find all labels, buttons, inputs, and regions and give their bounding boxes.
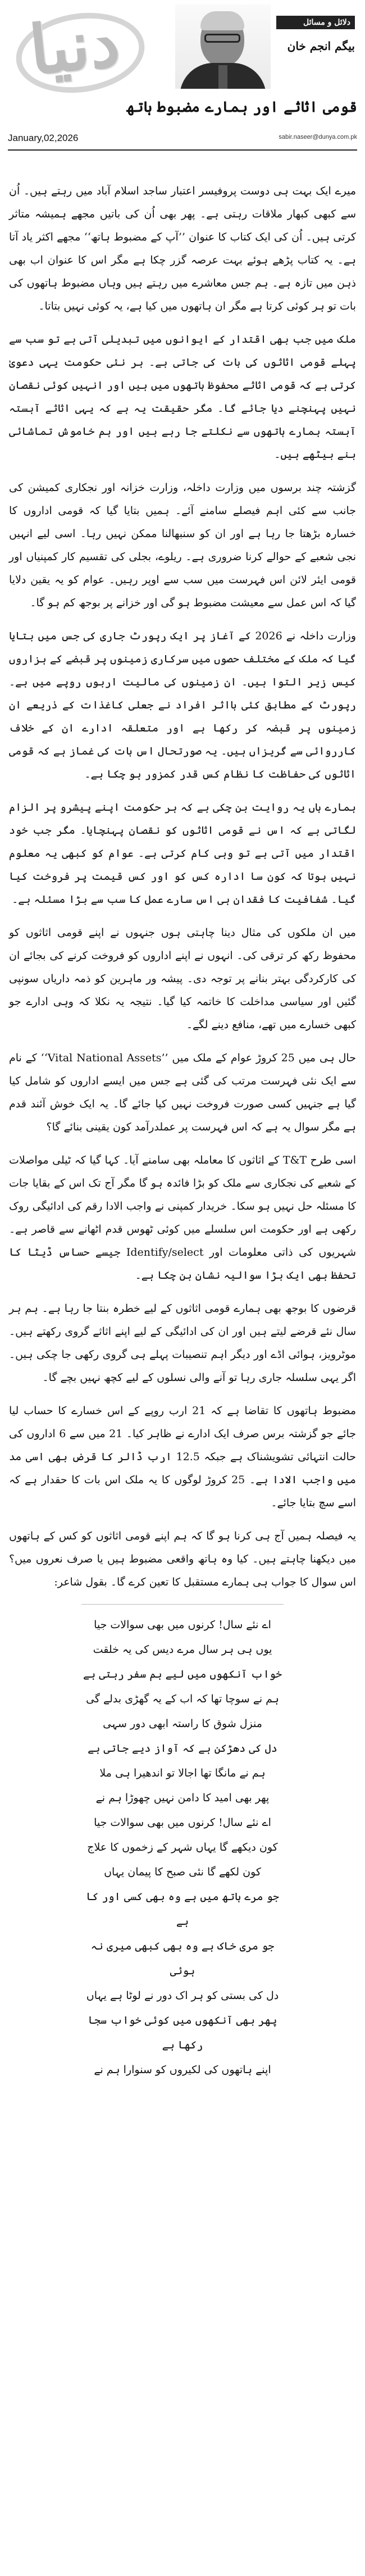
column-header — [0, 0, 365, 180]
body-paragraph: میں ان ملکوں کی مثال دینا چاہتی ہوں جنہوں نے اپنے قومی اثاثوں کو محفوظ رکھ کر ترقی کی۔ انہوں نے اپنے اداروں کو فروخت کرنے کی بجائے ان کی کارکردگی بہتر بنانے پر توجہ دی۔ پیشہ ور ماہرین کو ذمہ داریاں سونپی گئیں اور سیاسی مداخلت کا خاتمہ کیا گیا۔ نتیجہ یہ نکلا کہ وہی ادارے جو کبھی خسارے میں تھے، منافع دینے لگے۔ — [9, 926, 356, 1031]
poem-verse: کون دیکھے گا یہاں شہر کے زخموں کا علاج — [87, 1841, 278, 1853]
body-paragraph: ہمارے ہاں یہ روایت بن چکی ہے کہ ہر حکومت اپنے پیشرو پر الزام لگاتی ہے کہ اس نے قومی اثاثوں کو نقصان پہنچایا۔ مگر جب خود اقتدار میں آتی ہے تو وہی کام کرتی ہے۔ عوام کو کبھی یہ معلوم نہیں ہوتا کہ کون سا ادارہ کس کو اور کس قیمت پر فروخت کیا گیا۔ شفافیت کا فقدان ہی اس سارے عمل کا سب سے بڑا مسئلہ ہے۔ — [9, 801, 356, 906]
body-paragraph: حال ہی میں 25 کروڑ عوام کے ملک میں ’’Vital National Assets‘‘ کے نام سے ایک نئی فہرست مرتب کی گئی ہے جس میں ایسے اداروں کو شامل کیا گیا ہے جنہیں کسی صورت فروخت نہیں کیا جائے گا۔ یہ ایک خوش آئند قدم ہے مگر سوال یہ ہے کہ اس فہرست پر عملدرآمد کون یقینی بنائے گا؟ — [9, 1052, 356, 1133]
body-paragraph: اسی طرح T&T کے اثاثوں کا معاملہ بھی سامنے آیا۔ کہا گیا کہ ٹیلی مواصلات کے شعبے کی نجکاری سے ملک کو بڑا فائدہ ہو گا مگر آج تک اس کے بقایا جات کا مسئلہ حل نہیں ہو سکا۔ خریدار کمپنی نے واجب الادا رقم کی ادائیگی روک رکھی ہے اور حکومت اس سلسلے میں کوئی ٹھوس قدم اٹھانے سے قاصر ہے۔ شہریوں کی ذاتی معلومات اور Identify/select جیسے حساس ڈیٹا کا تحفظ بھی ایک بڑا سوالیہ نشان بن چکا ہے۔ — [9, 1154, 357, 1282]
body-paragraph: قرضوں کا بوجھ بھی ہمارے قومی اثاثوں کے لیے خطرہ بنتا جا رہا ہے۔ ہم ہر سال نئے قرضے لیتے ہیں اور ان کی ادائیگی کے لیے اپنے اثاثے گروی رکھتے ہیں۔ موٹرویز، ہوائی اڈے اور دیگر اہم تنصیبات پہلے ہی گروی رکھی جا چکی ہیں۔ اگر یہی سلسلہ جاری رہا تو آنے والی نسلوں کے لیے کچھ نہیں بچے گا۔ — [9, 1302, 356, 1384]
portrait-glasses — [204, 34, 240, 43]
header-divider — [8, 149, 357, 151]
author-name: بیگم انجم خان — [287, 39, 355, 53]
poem-verse: جو مری خاک ہے وہ بھی کبھی میری نہ ہوئی — [90, 1940, 275, 1977]
poem-verse: جو مرے ہاتھ میں ہے وہ بھی کسی اور کا ہے — [86, 1891, 279, 1928]
poem-verse: یوں ہی ہر سال مرے دیس کی یہ خلقت — [93, 1643, 272, 1656]
article-body — [0, 180, 365, 2082]
closing-poem — [81, 1604, 284, 2082]
poem-verse: دل کی دھڑکن ہے کہ آواز دیے جاتی ہے — [88, 1742, 277, 1755]
body-paragraph: گزشتہ چند برسوں میں وزارت داخلہ، وزارت خزانہ اور نجکاری کمیشن کی جانب سے کئی اہم فیصلے سامنے آئے۔ ہمیں بتایا گیا کہ قومی اداروں کا خسارہ بڑھتا جا رہا ہے اور ان کو سنبھالنا ممکن نہیں رہا۔ اسی لیے انہیں نجی شعبے کے حوالے کرنا ضروری ہے۔ ریلوے، بجلی کی تقسیم کار کمپنیاں اور قومی ایئر لائن اس فہرست میں سب سے اوپر رہیں۔ عوام کو یہ یقین دلایا گیا کہ اس عمل سے معیشت مضبوط ہو گی اور خزانے پر بوجھ کم ہو گا۔ — [9, 481, 356, 609]
poem-verse: کون لکھے گا نئی صبح کا پیمان یہاں — [104, 1866, 261, 1878]
body-paragraph: یہ فیصلہ ہمیں آج ہی کرنا ہو گا کہ ہم اپنے قومی اثاثوں کو کس کے ہاتھوں میں دیکھنا چاہتے ہیں۔ کیا وہ ہاتھ واقعی مضبوط ہیں یا صرف نعروں میں؟ اس سوال کا جواب ہی ہمارے مستقبل کا تعین کرے گا۔ بقول شاعر: — [9, 1530, 356, 1588]
author-portrait — [175, 4, 271, 89]
logo-text: دنیا — [26, 2, 124, 90]
poem-verse: اپنے ہاتھوں کی لکیروں کو سنوارا ہم نے — [94, 2064, 271, 2076]
poem-verse: ہم نے سوچا تھا کہ اب کے یہ گھڑی بدلے گی — [86, 1693, 279, 1705]
poem-verse: منزل شوق کا راستہ ابھی دور سہی — [103, 1718, 262, 1730]
poem-verse: اے نئے سال! کرنوں میں بھی سوالات جیا — [94, 1816, 271, 1829]
body-paragraph: مضبوط ہاتھوں کا تقاضا ہے کہ 21 ارب روپے کے اس خسارے کا حساب لیا جائے جو گزشتہ برس صرف ایک ادارے نے ظاہر کیا۔ 21 میں سے 6 اداروں کی حالت انتہائی تشویشناک ہے جبکہ 12.5 ارب ڈالر کا قرض بھی اسی مد میں واجب الادا ہے۔ 25 کروڑ لوگوں کا یہ ملک اس بات کا حقدار ہے کہ اسے سچ بتایا جائے۔ — [9, 1405, 356, 1509]
column-name-label: دلائل و مسائل — [276, 16, 355, 29]
newspaper-logo — [10, 4, 139, 89]
body-paragraph: ملک میں جب بھی اقتدار کے ایوانوں میں تبدیلی آتی ہے تو سب سے پہلے قومی اثاثوں کی بات کی جاتی ہے۔ ہر نئی حکومت یہی دعویٰ کرتی ہے کہ قومی اثاثے محفوظ ہاتھوں میں ہیں اور انہیں کوئی نقصان نہیں پہنچنے دیا جائے گا۔ مگر حقیقت یہ ہے کہ یہی اثاثے آہستہ آہستہ ہمارے ہاتھوں سے نکلتے جا رہے ہیں اور ہم خاموش تماشائی بنے بیٹھے ہیں۔ — [9, 333, 356, 461]
article-headline: قومی اثاثے اور ہمارے مضبوط ہاتھ — [126, 99, 357, 116]
body-paragraph: وزارت داخلہ نے 2026 کے آغاز پر ایک رپورٹ جاری کی جس میں بتایا گیا کہ ملک کے مختلف حصوں میں سرکاری زمینوں پر قبضے کے ہزاروں کیس زیر التوا ہیں۔ ان زمینوں کی مالیت اربوں روپے میں ہے۔ رپورٹ کے مطابق کئی بااثر افراد نے جعلی کاغذات کے ذریعے ان زمینوں پر قبضہ کر رکھا ہے اور متعلقہ ادارے ان کے خلاف کارروائی سے گریزاں ہیں۔ یہ صورتحال اس بات کی غماز ہے کہ قومی اثاثوں کی حفاظت کا نظام کس قدر کمزور ہو چکا ہے۔ — [9, 630, 357, 780]
columnist-block — [175, 4, 361, 89]
publication-date: January,02,2026 — [8, 133, 79, 143]
poem-verse: خواب آنکھوں میں لیے ہم سفر رہتی ہے — [83, 1668, 282, 1680]
author-email[interactable]: sabir.naseer@dunya.com.pk — [279, 134, 357, 140]
portrait-tie — [218, 65, 227, 89]
poem-verse: ہم نے مانگا تھا اجالا تو اندھیرا ہی ملا — [99, 1767, 266, 1779]
poem-verse: پھر بھی امید کا دامن نہیں چھوڑا ہم نے — [95, 1792, 270, 1804]
portrait-hair — [200, 11, 244, 30]
poem-verse: اے نئے سال! کرنوں میں بھی سوالات جیا — [94, 1619, 271, 1631]
poem-verse: پھر بھی آنکھوں میں کوئی خواب سجا رکھا ہے — [88, 2014, 277, 2051]
poem-verse: دل کی بستی کو ہر اک دور نے لوٹا ہے یہاں — [86, 1989, 279, 2002]
body-paragraph: میرے ایک بہت ہی دوست پروفیسر اعتبار ساجد اسلام آباد میں رہتے ہیں۔ اُن سے کبھی کبھار ملاقات رہتی ہے۔ پھر بھی اُن کی باتیں مجھے ہمیشہ متاثر کرتی ہیں۔ اُن کی ایک کتاب کا عنوان ’’آپ کے مضبوط ہاتھ‘‘ مجھے اکثر یاد آتا ہے۔ یہ کتاب پڑھے ہوئے بہت عرصہ گزر چکا ہے مگر اس کا عنوان اب بھی ذہن میں تازہ ہے۔ ہم جس معاشرے میں رہتے ہیں وہاں مضبوط ہاتھوں کی بات تو ہر کوئی کرتا ہے مگر ان ہاتھوں میں کیا ہے، یہ کوئی نہیں بتاتا۔ — [9, 185, 356, 312]
